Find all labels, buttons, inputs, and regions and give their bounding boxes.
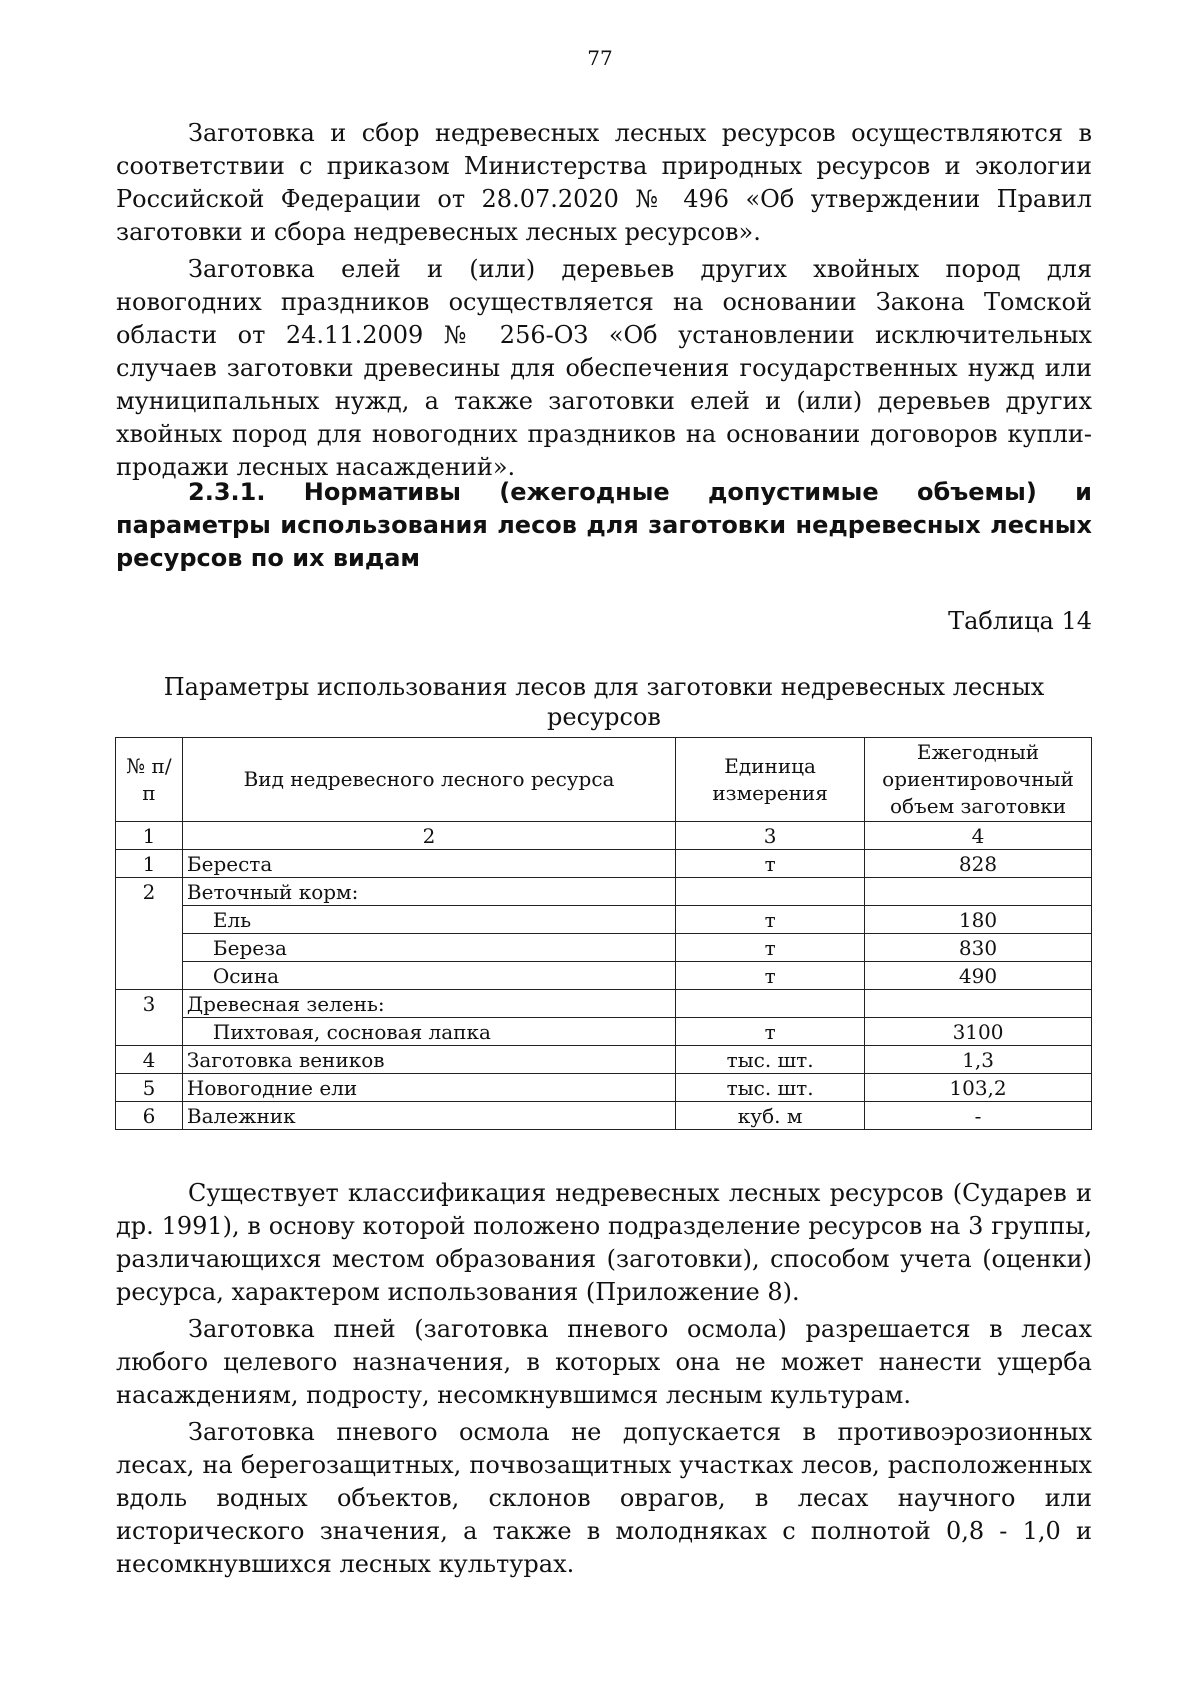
table-row [116, 1018, 1092, 1046]
row-name: Осина [182, 962, 675, 990]
row-volume: 3100 [865, 1018, 1092, 1046]
table-row [116, 906, 1092, 934]
page-number: 77 [587, 46, 613, 70]
row-num [116, 906, 183, 934]
row-unit: т [676, 934, 865, 962]
row-volume [865, 878, 1092, 906]
row-num: 5 [116, 1074, 183, 1102]
table-row [116, 990, 1092, 1018]
intro-paragraph: Заготовка и сбор недревесных лесных ресурсов осуществляются в соответствии с приказом Министерства природных ресурсов и экологии Российской Федерации от 28.07.2020 № 496 «Об утверждении Правил заготовки и сбора недревесных лесных ресурсов». [116, 119, 1092, 246]
header-resource: Вид недревесного лесного ресурса [182, 738, 675, 822]
row-volume: 103,2 [865, 1074, 1092, 1102]
row-num [116, 934, 183, 962]
row-name: Валежник [182, 1102, 675, 1130]
intro-paragraph: Заготовка елей и (или) деревьев других хвойных пород для новогодних праздников осуществляется на основании Закона Томской области от 24.11.2009 № 256-ОЗ «Об установлении исключительных случаев заготовки древесины для обеспечения государственных нужд или муниципальных нужд, а также заготовки елей и (или) деревьев других хвойных пород для новогодних праздников на основании договоров купли-продажи лесных насаждений». [116, 255, 1092, 481]
row-unit: т [676, 906, 865, 934]
row-name: Новогодние ели [182, 1074, 675, 1102]
column-number: 1 [116, 822, 183, 850]
row-unit [676, 878, 865, 906]
row-unit: куб. м [676, 1102, 865, 1130]
closing-text [116, 1177, 1092, 1581]
row-unit: т [676, 850, 865, 878]
row-unit: т [676, 1018, 865, 1046]
closing-paragraph: Заготовка пневого осмола не допускается в противоэрозионных лесах, на берегозащитных, почвозащитных участках лесов, расположенных вдоль водных объектов, склонов оврагов, в лесах научного или исторического значения, а также в молодняках с полнотой 0,8 - 1,0 и несомкнувшихся лесных культурах. [116, 1418, 1092, 1578]
section-heading: 2.3.1. Нормативы (ежегодные допустимые объемы) и параметры использования лесов для заготовки недревесных лесных ресурсов по их видам [116, 478, 1092, 572]
header-volume: Ежегодный ориентировочный объем заготовки [865, 738, 1092, 822]
closing-paragraph: Заготовка пней (заготовка пневого осмола) разрешается в лесах любого целевого назначения, в которых она не может нанести ущерба насаждениям, подросту, несомкнувшимся лесным культурам. [116, 1315, 1092, 1409]
row-unit: тыс. шт. [676, 1074, 865, 1102]
row-name: Береста [182, 850, 675, 878]
row-num: 3 [116, 990, 183, 1018]
row-num: 4 [116, 1046, 183, 1074]
table-label: Таблица 14 [948, 607, 1092, 635]
row-volume: 828 [865, 850, 1092, 878]
table-row [116, 850, 1092, 878]
row-name: Ель [182, 906, 675, 934]
row-name: Заготовка веников [182, 1046, 675, 1074]
row-num: 1 [116, 850, 183, 878]
header-unit: Единица измерения [676, 738, 865, 822]
row-num: 6 [116, 1102, 183, 1130]
closing-paragraph: Существует классификация недревесных лесных ресурсов (Сударев и др. 1991), в основу которой положено подразделение ресурсов на 3 группы, различающихся местом образования (заготовки), способом учета (оценки) ресурса, характером использования (Приложение 8). [116, 1179, 1092, 1306]
resources-table [115, 737, 1092, 1130]
row-unit: тыс. шт. [676, 1046, 865, 1074]
row-volume [865, 990, 1092, 1018]
row-num [116, 962, 183, 990]
table-row [116, 1074, 1092, 1102]
row-num [116, 1018, 183, 1046]
row-volume: - [865, 1102, 1092, 1130]
table-row [116, 1046, 1092, 1074]
row-volume: 180 [865, 906, 1092, 934]
column-number: 3 [676, 822, 865, 850]
row-name: Древесная зелень: [182, 990, 675, 1018]
column-number: 2 [182, 822, 675, 850]
row-name: Веточный корм: [182, 878, 675, 906]
table-row [116, 962, 1092, 990]
table-header-row [116, 738, 1092, 822]
row-num: 2 [116, 878, 183, 906]
column-number: 4 [865, 822, 1092, 850]
row-name: Береза [182, 934, 675, 962]
table-column-numbers-row [116, 822, 1092, 850]
table-row [116, 1102, 1092, 1130]
row-volume: 490 [865, 962, 1092, 990]
header-num: № п/п [116, 738, 183, 822]
row-volume: 830 [865, 934, 1092, 962]
row-name: Пихтовая, сосновая лапка [182, 1018, 675, 1046]
table-row [116, 934, 1092, 962]
row-volume: 1,3 [865, 1046, 1092, 1074]
row-unit: т [676, 962, 865, 990]
table-caption: Параметры использования лесов для заготовки недревесных лесных ресурсов [163, 673, 1045, 731]
row-unit [676, 990, 865, 1018]
intro-text [116, 117, 1092, 484]
table-row [116, 878, 1092, 906]
